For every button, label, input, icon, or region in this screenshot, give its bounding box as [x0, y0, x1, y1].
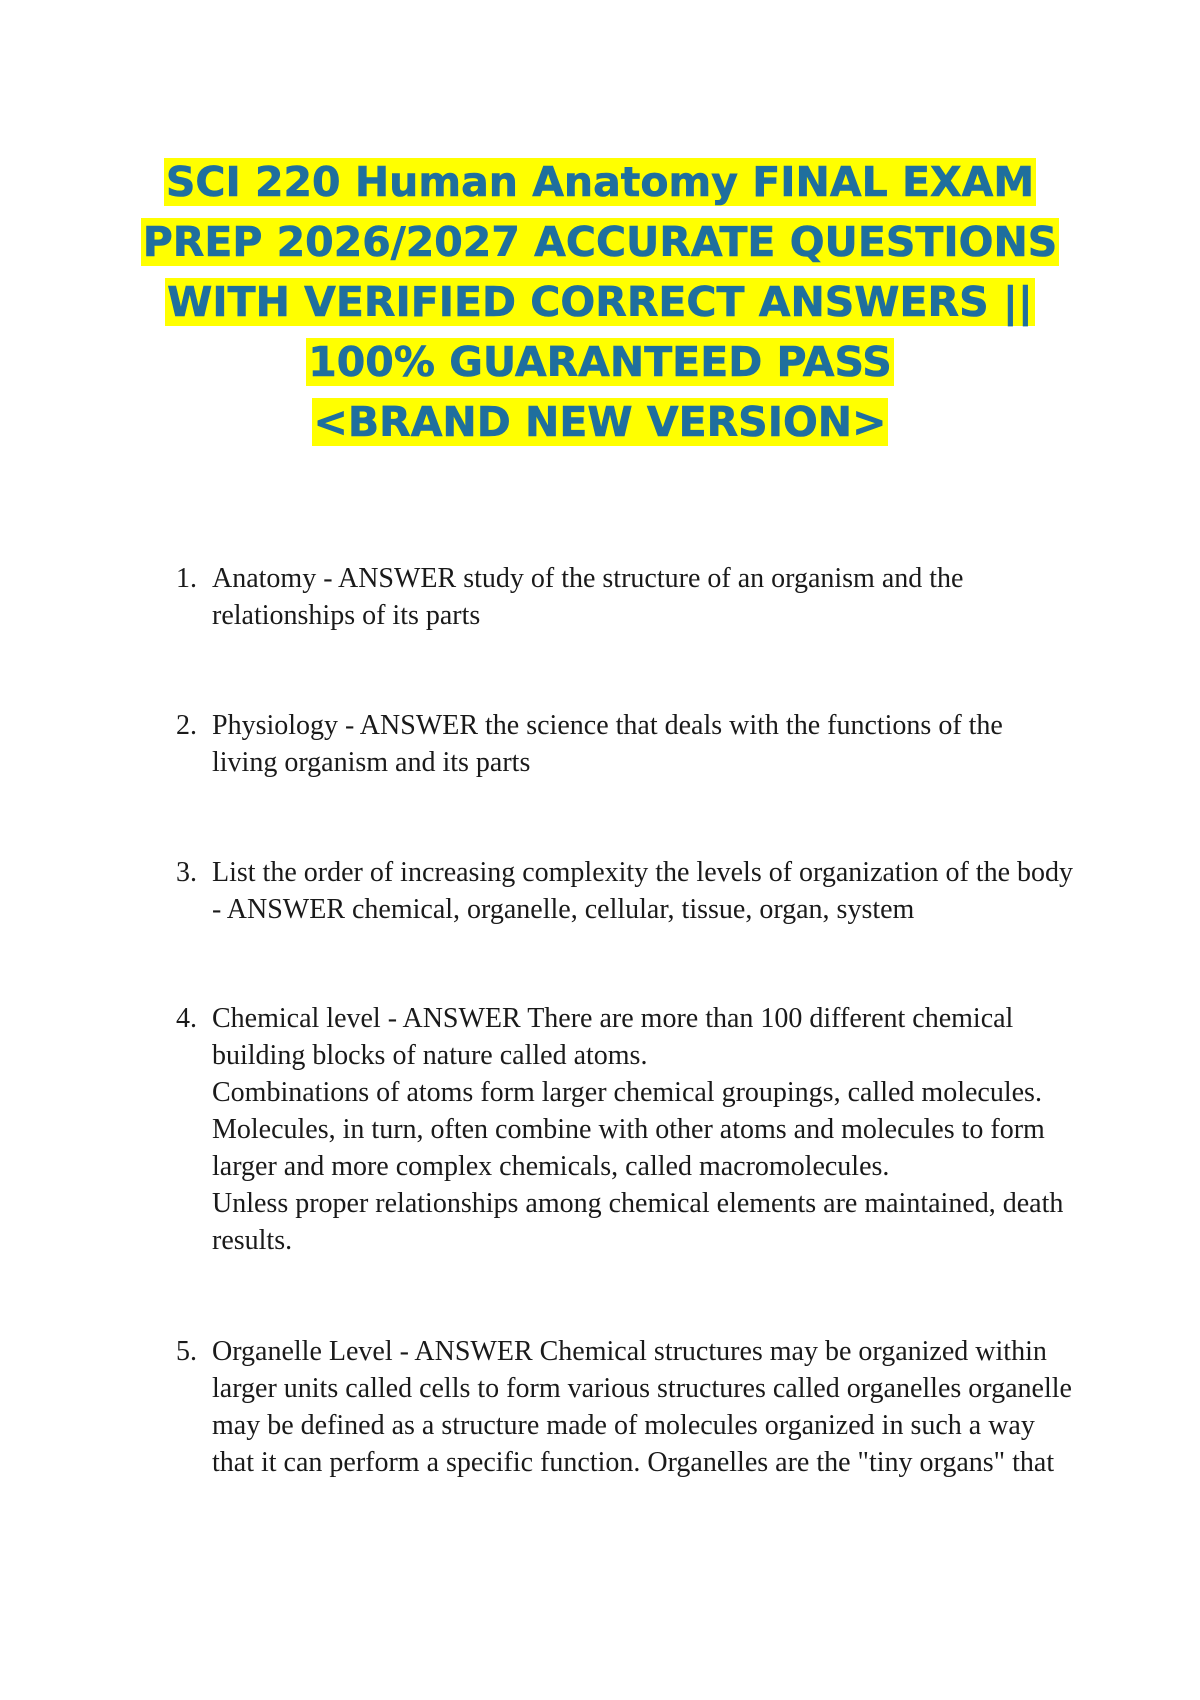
- item-text: [212, 854, 1092, 928]
- item-text: [212, 560, 1092, 634]
- item-line: Organelle Level - ANSWER Chemical structures may be organized within: [212, 1336, 1047, 1367]
- title-line: 100% GUARANTEED PASS: [308, 338, 892, 386]
- item-line: may be defined as a structure made of molecules organized in such a way: [212, 1410, 1035, 1441]
- item-line: building blocks of nature called atoms.: [212, 1040, 648, 1071]
- item-number: 4.: [176, 1003, 197, 1034]
- item-line: relationships of its parts: [212, 600, 481, 631]
- item-line: Unless proper relationships among chemical elements are maintained, death: [212, 1188, 1064, 1219]
- item-number: 2.: [176, 710, 197, 741]
- title-line: PREP 2026/2027 ACCURATE QUESTIONS: [142, 218, 1058, 266]
- item-line: Chemical level - ANSWER There are more than 100 different chemical: [212, 1003, 1014, 1034]
- item-number: 5.: [176, 1336, 197, 1367]
- item-line: that it can perform a specific function. Organelles are the "tiny organs" that: [212, 1447, 1055, 1478]
- title-line: SCI 220 Human Anatomy FINAL EXAM: [165, 158, 1035, 206]
- title-line: WITH VERIFIED CORRECT ANSWERS ||: [167, 278, 1033, 326]
- item-line: living organism and its parts: [212, 747, 531, 778]
- item-line: Physiology - ANSWER the science that deals with the functions of the: [212, 710, 1003, 741]
- item-text: [212, 1333, 1092, 1481]
- item-line: Molecules, in turn, often combine with other atoms and molecules to form: [212, 1114, 1045, 1145]
- item-line: Combinations of atoms form larger chemical groupings, called molecules.: [212, 1077, 1042, 1108]
- item-line: Anatomy - ANSWER study of the structure of an organism and the: [212, 563, 964, 594]
- item-number: 3.: [176, 857, 197, 888]
- item-line: results.: [212, 1225, 293, 1256]
- item-text: [212, 1000, 1092, 1259]
- item-line: larger and more complex chemicals, called macromolecules.: [212, 1151, 890, 1182]
- item-text: [212, 707, 1092, 781]
- item-line: larger units called cells to form various structures called organelles organelle: [212, 1373, 1072, 1404]
- title-line: <BRAND NEW VERSION>: [313, 398, 887, 446]
- item-line: List the order of increasing complexity the levels of organization of the body: [212, 857, 1074, 888]
- document-title: [0, 152, 1200, 452]
- item-line: - ANSWER chemical, organelle, cellular, tissue, organ, system: [212, 894, 915, 925]
- item-number: 1.: [176, 563, 197, 594]
